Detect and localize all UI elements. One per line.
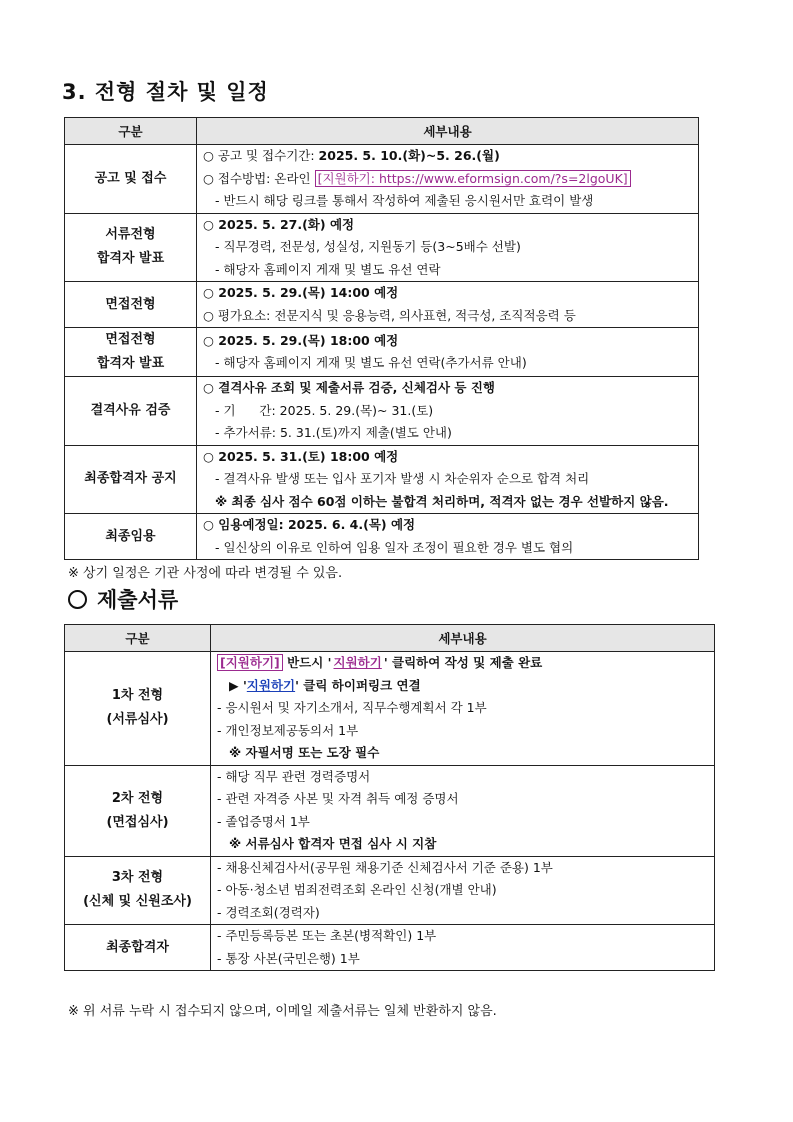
documents-note: ※ 위 서류 누락 시 접수되지 않으며, 이메일 제출서류는 일체 반환하지 않음. [68,1004,497,1019]
apply-link[interactable]: [지원하기] [217,654,283,671]
row-category: 면접전형 합격자 발표 [65,328,197,377]
row-category: 최종임용 [65,514,197,560]
row-category: 서류전형 합격자 발표 [65,213,197,282]
row-category: 최종합격자 공지 [65,445,197,514]
table-row: 서류전형 합격자 발표 ○ 2025. 5. 27.(화) 예정 - 직무경력, 전문성, 성실성, 지원동기 등(3~5배수 선발) - 해당자 홈페이지 게재 및 별도 유선 연락 [65,213,699,282]
table-row: 1차 전형 (서류심사) [지원하기] 반드시 ' 지원하기 ' 클릭하여 작성 및 제출 완료 ▶ '지원하기' 클릭 하이퍼링크 연결 - 응시원서 및 자기소개서, 직무수행계획서 각 1부 - 개인정보제공동의서 1부 ※ 자필서명 또는 도장 필수 [65,652,715,766]
table-row: 면접전형 합격자 발표 ○ 2025. 5. 29.(목) 18:00 예정 - 해당자 홈페이지 게재 및 별도 유선 연락(추가서류 안내) [65,328,699,377]
row-category: 결격사유 검증 [65,377,197,446]
apply-link[interactable]: [지원하기: https://www.eformsign.com/?s=2lgoUK] [315,170,631,187]
section-title-schedule: 3. 전형 절차 및 일정 [62,80,269,104]
header-details: 세부내용 [211,625,715,652]
row-category: 3차 전형 (신체 및 신원조사) [65,856,211,925]
section-title-documents: 제출서류 [68,584,178,614]
schedule-note: ※ 상기 일정은 기관 사정에 따라 변경될 수 있음. [68,566,343,581]
apply-hyperlink[interactable]: 지원하기 [246,677,296,693]
table-header [65,625,715,652]
row-category: 최종합격자 [65,925,211,971]
row-category: 면접전형 [65,282,197,328]
row-category: 1차 전형 (서류심사) [65,652,211,766]
table-row: 최종임용 ○ 임용예정일: 2025. 6. 4.(목) 예정 - 일신상의 이유로 인하여 임용 일자 조정이 필요한 경우 별도 협의 [65,514,699,560]
apply-link-inline[interactable]: 지원하기 [333,655,382,670]
table-row: 면접전형 ○ 2025. 5. 29.(목) 14:00 예정 ○ 평가요소: 전문지식 및 응용능력, 의사표현, 적극성, 조직적응력 등 [65,282,699,328]
table-header [65,118,699,145]
circle-bullet-icon [68,590,87,609]
table-row: 3차 전형 (신체 및 신원조사) - 채용신체검사서(공무원 채용기준 신체검사서 기준 준용) 1부 - 아동·청소년 범죄전력조회 온라인 신청(개별 안내) - 경력조회(경력자) [65,856,715,925]
table-row: 공고 및 접수 ○ 공고 및 접수기간: 2025. 5. 10.(화)~5. 26.(월) ○ 접수방법: 온라인 [지원하기: https://www.eformsign.com/?s=2lgoUK] - 반드시 해당 링크를 통해서 작성하여 제출된 응시원서만 효력이 발생 [65,145,699,214]
header-category: 구분 [65,118,197,145]
header-details: 세부내용 [197,118,699,145]
table-row: 결격사유 검증 ○ 결격사유 조회 및 제출서류 검증, 신체검사 등 진행 - 기 간: 2025. 5. 29.(목)~ 31.(토) - 추가서류: 5. 31.(토)까지 제출(별도 안내) [65,377,699,446]
table-row: 최종합격자 공지 ○ 2025. 5. 31.(토) 18:00 예정 - 결격사유 발생 또는 입사 포기자 발생 시 차순위자 순으로 합격 처리 ※ 최종 심사 점수 60점 이하는 불합격 처리하며, 적격자 없는 경우 선발하지 않음. [65,445,699,514]
table-row: 최종합격자 - 주민등록등본 또는 초본(병적확인) 1부 - 통장 사본(국민은행) 1부 [65,925,715,971]
table-row: 2차 전형 (면접심사) - 해당 직무 관련 경력증명서 - 관련 자격증 사본 및 자격 취득 예정 증명서 - 졸업증명서 1부 ※ 서류심사 합격자 면접 심사 시 지참 [65,765,715,856]
row-category: 2차 전형 (면접심사) [65,765,211,856]
row-category: 공고 및 접수 [65,145,197,214]
header-category: 구분 [65,625,211,652]
documents-table [64,624,715,971]
schedule-table [64,117,699,560]
